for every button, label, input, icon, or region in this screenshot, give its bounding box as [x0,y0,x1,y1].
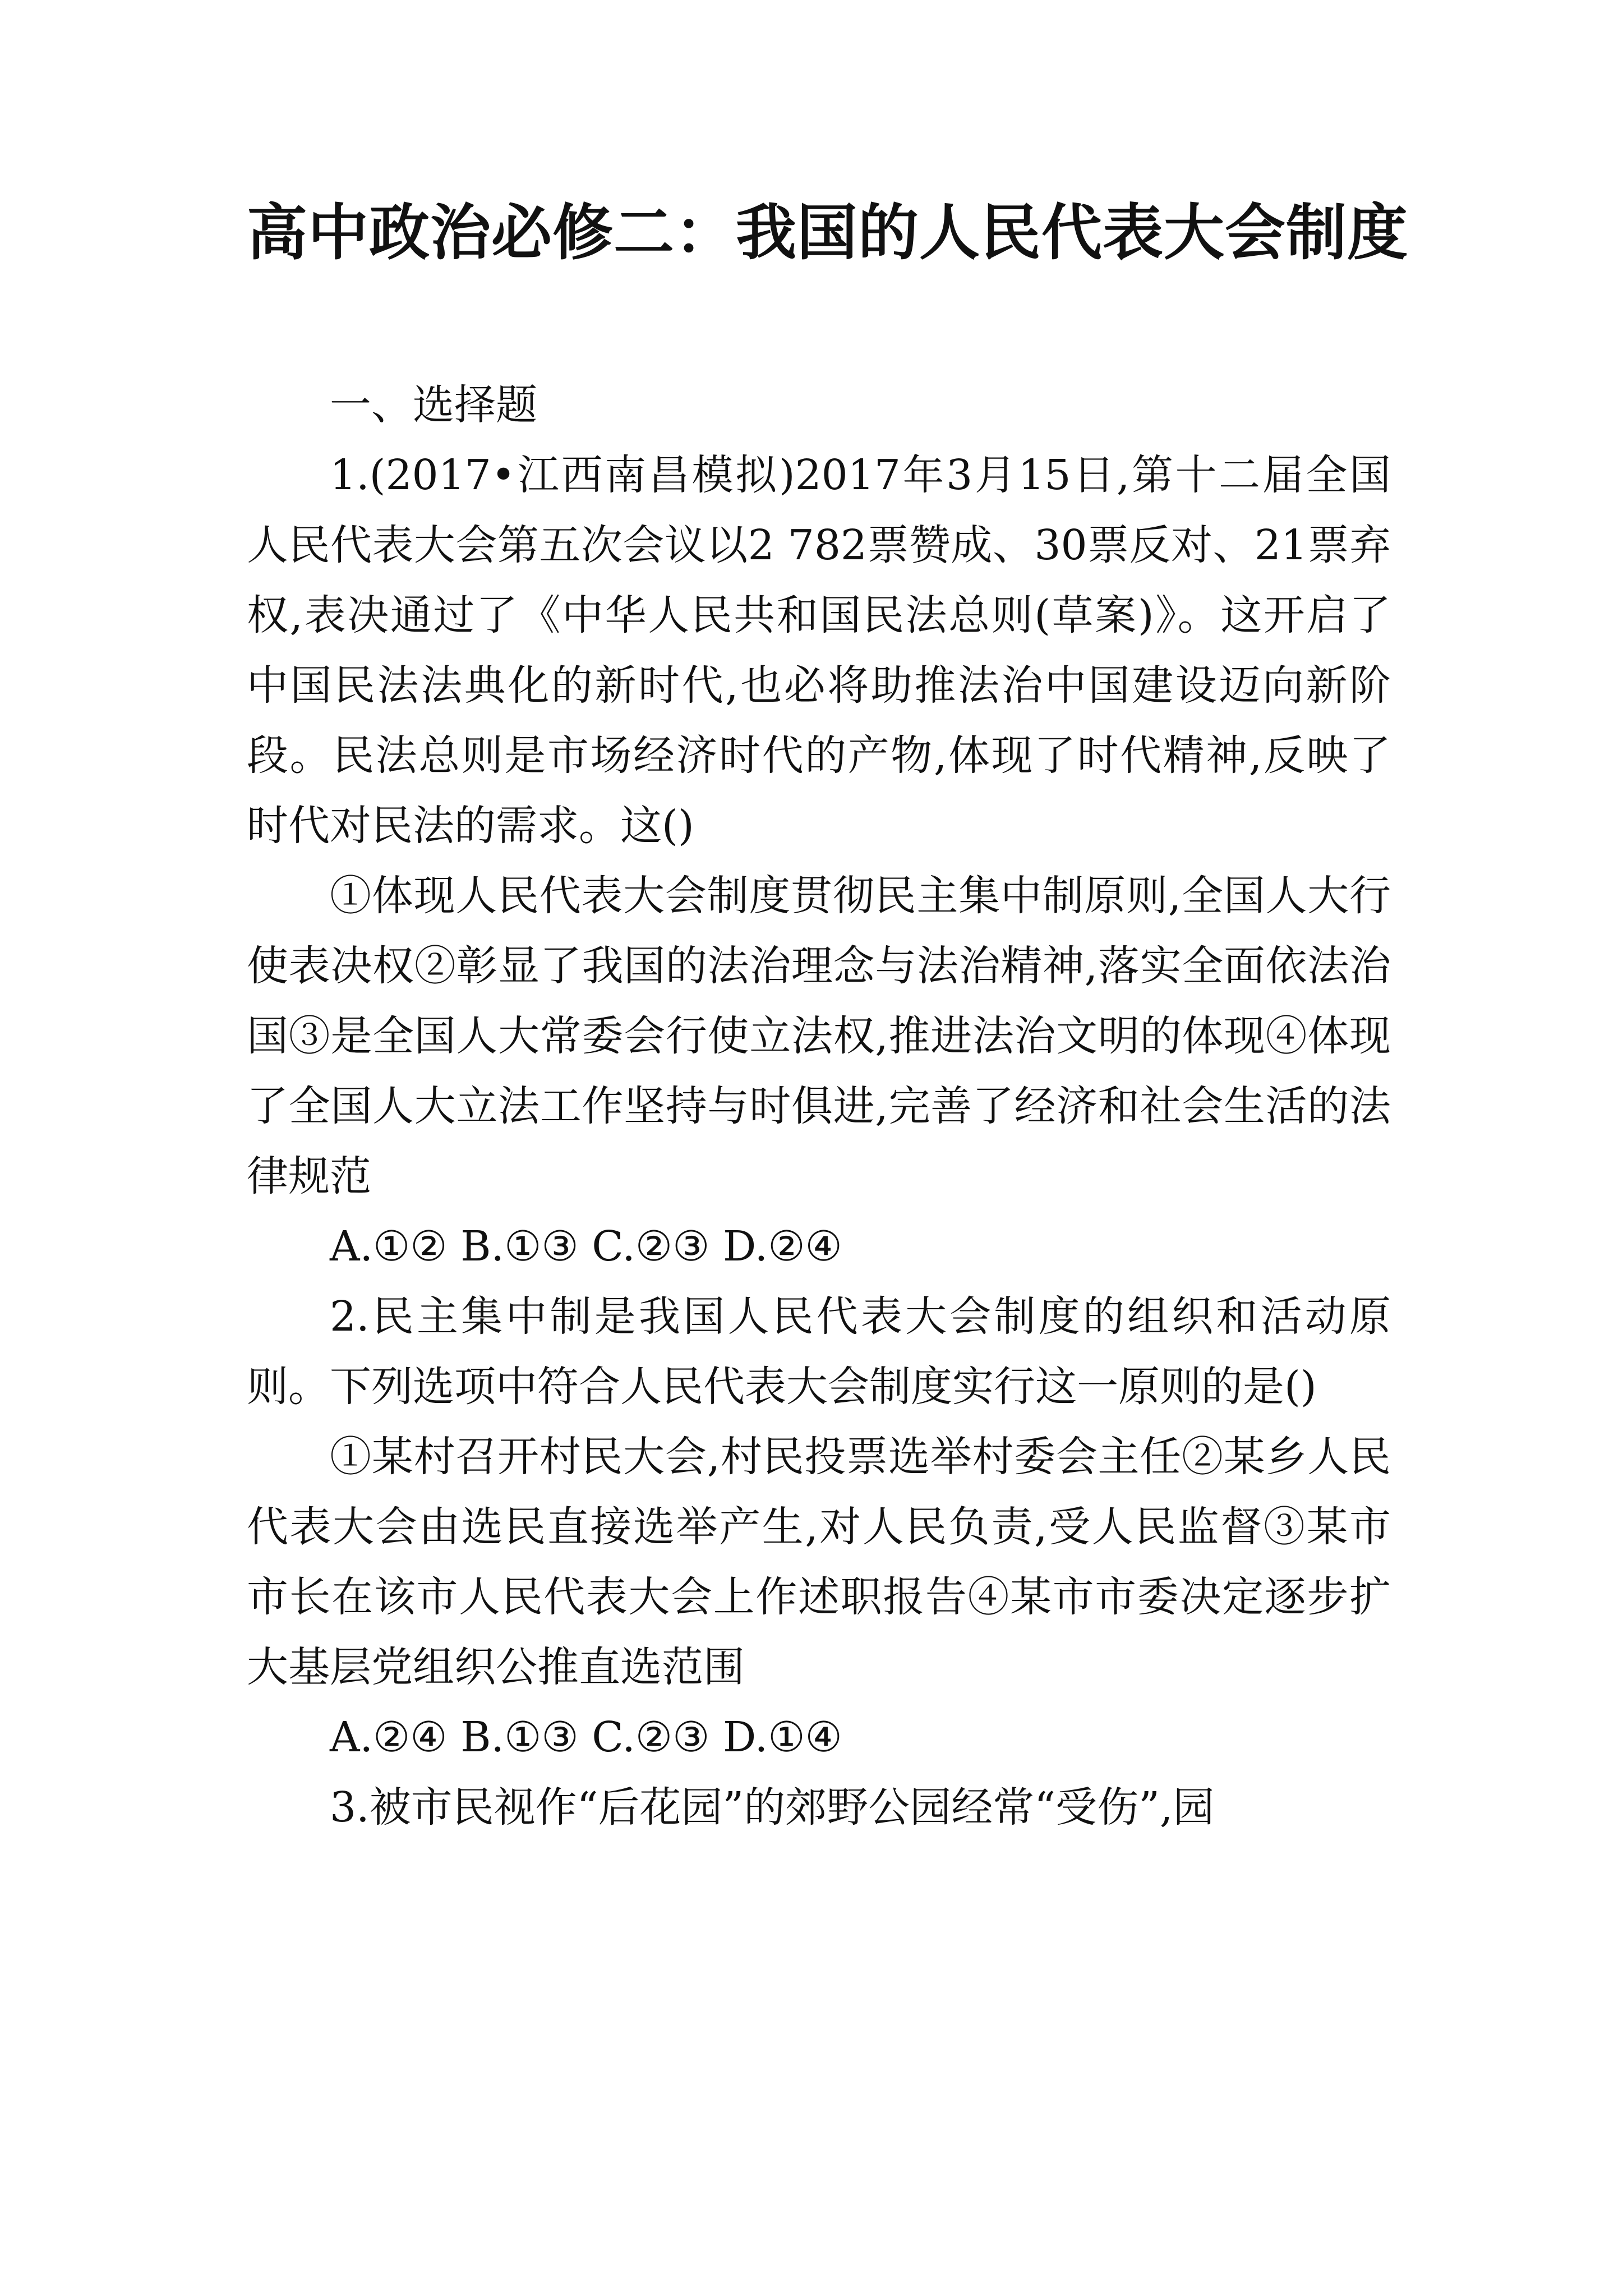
question-2-stem: 2.民主集中制是我国人民代表大会制度的组织和活动原则。下列选项中符合人民代表大会制度实行这一原则的是() [247,1292,1391,1411]
question-2-statements: ①某村召开村民大会,村民投票选举村委会主任②某乡人民代表大会由选民直接选举产生,对人民负责,受人民监督③某市市长在该市人民代表大会上作述职报告④某市市委决定逐步扩大基层党组织公推直选范围 [247,1433,1391,1691]
document-body [247,370,1391,1843]
question-3-stem: 3.被市民视作“后花园”的郊野公园经常“受伤”,园 [330,1783,1215,1832]
question-1-stem: 1.(2017•江西南昌模拟)2017年3月15日,第十二届全国人民代表大会第五次会议以2 782票赞成、30票反对、21票弃权,表决通过了《中华人民共和国民法总则(草案)》。这开启了中国民法法典化的新时代,也必将助推法治中国建设迈向新阶段。民法总则是市场经济时代的产物,体现了时代精神,反映了时代对民法的需求。这() [247,451,1391,850]
question-2-options: A.②④ B.①③ C.②③ D.①④ [330,1713,842,1761]
question-1-statements: ①体现人民代表大会制度贯彻民主集中制原则,全国人大行使表决权②彰显了我国的法治理念与法治精神,落实全面依法治国③是全国人大常委会行使立法权,推进法治文明的体现④体现了全国人大立法工作坚持与时俱进,完善了经济和社会生活的法律规范 [247,872,1391,1200]
document-title: 高中政治必修二：我国的人民代表大会制度 [247,197,1409,268]
question-1-options: A.①② B.①③ C.②③ D.②④ [330,1222,842,1271]
section-heading: 一、选择题 [330,381,537,429]
